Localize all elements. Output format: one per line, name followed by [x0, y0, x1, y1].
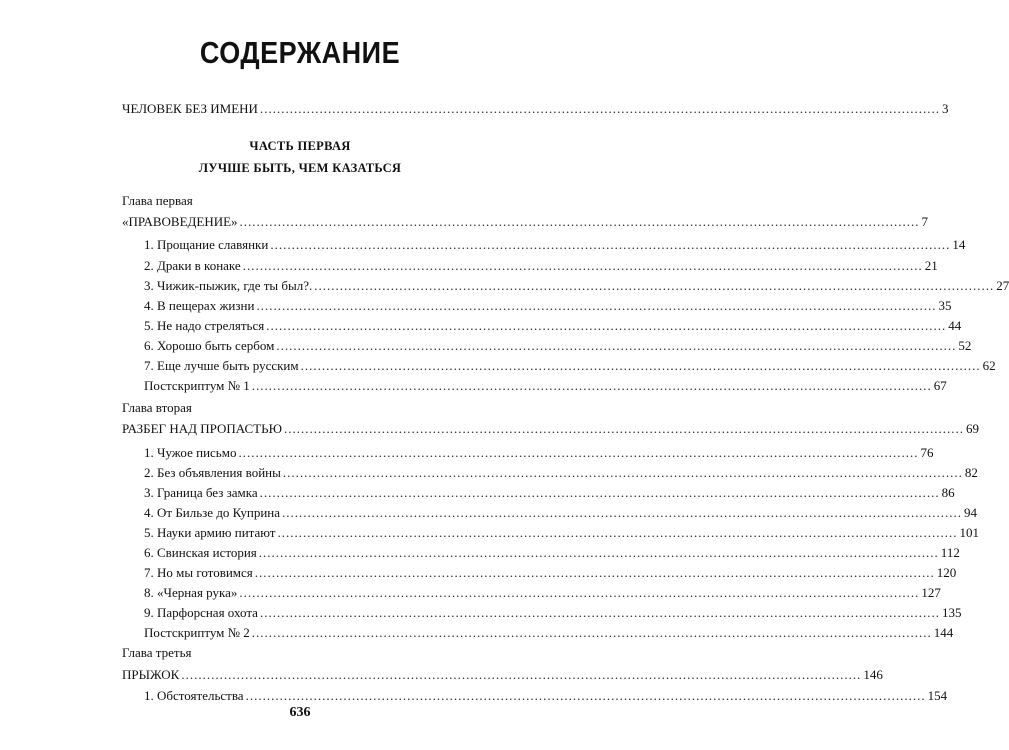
toc-entry-page: 86	[941, 485, 955, 500]
toc-entry-page: 69	[965, 421, 979, 436]
leader-dots: ................................................................................................................................................................	[276, 338, 957, 353]
toc-entry-label: 3. Чижик-пыжик, где ты был?.	[144, 278, 313, 293]
toc-entry-label: «ПРАВОВЕДЕНИЕ»	[122, 214, 238, 229]
chapter-label: Глава первая	[122, 193, 193, 208]
leader-dots: ................................................................................................................................................................	[245, 688, 926, 703]
page-number: 636	[289, 705, 311, 720]
toc-entry-page: 7	[921, 214, 929, 229]
toc-entry-label: 5. Не надо стреляться	[144, 318, 265, 333]
toc-entry-label: 2. Без объявления войны	[144, 465, 281, 480]
leader-dots: ................................................................................................................................................................	[256, 298, 937, 313]
toc-entry-page: 144	[933, 625, 954, 640]
leader-dots: ................................................................................................................................................................	[282, 505, 963, 520]
toc-entry-label: 7. Но мы готовимся	[144, 565, 253, 580]
part-heading: ЧАСТЬ ПЕРВАЯ	[249, 139, 351, 153]
toc-entry-label: 1. Прощание славянки	[144, 237, 269, 252]
toc-entry-label: РАЗБЕГ НАД ПРОПАСТЬЮ	[122, 421, 282, 436]
toc-entry-label: Постскриптум № 2	[144, 625, 250, 640]
toc-section-entry	[144, 278, 1009, 294]
toc-entry-intro	[122, 101, 949, 117]
toc-entry-page: 154	[927, 688, 948, 703]
leader-dots: ................................................................................................................................................................	[259, 101, 940, 116]
toc-entry-page: 52	[958, 338, 972, 353]
toc-section-entry	[144, 445, 934, 461]
toc-entry-page: 146	[863, 667, 883, 682]
leader-dots: ................................................................................................................................................................	[242, 258, 923, 273]
toc-chapter-entry	[122, 214, 929, 230]
leader-dots: ................................................................................................................................................................	[239, 585, 920, 600]
toc-entry-label: 4. От Бильзе до Куприна	[144, 505, 281, 520]
toc-entry-label: 9. Парфорсная охота	[144, 605, 258, 620]
toc-section-entry	[144, 338, 972, 354]
toc-entry-page: 27	[996, 278, 1009, 293]
chapter-label: Глава вторая	[122, 400, 192, 415]
chapter-label: Глава третья	[122, 645, 192, 660]
toc-entry-page: 21	[924, 258, 938, 273]
toc-section-entry	[144, 237, 966, 253]
toc-section-entry	[144, 258, 938, 274]
toc-section-entry	[144, 298, 952, 314]
leader-dots: ................................................................................................................................................................	[266, 318, 947, 333]
toc-entry-page: 44	[948, 318, 962, 333]
toc-section-entry	[144, 585, 941, 601]
toc-section-entry	[144, 318, 962, 334]
toc-entry-label: 3. Граница без замка	[144, 485, 258, 500]
toc-entry-page: 135	[941, 605, 962, 620]
toc-section-entry	[144, 605, 962, 621]
leader-dots: ................................................................................................................................................................	[254, 565, 935, 580]
leader-dots: ................................................................................................................................................................	[282, 465, 963, 480]
toc-entry-page: 127	[921, 585, 941, 600]
toc-section-entry	[144, 358, 996, 374]
toc-entry-label: 2. Драки в конаке	[144, 258, 241, 273]
toc-entry-page: 94	[964, 505, 978, 520]
toc-chapter-entry	[122, 421, 979, 437]
toc-entry-page: 82	[964, 465, 978, 480]
toc-entry-page: 3	[941, 101, 949, 116]
toc-section-entry	[144, 525, 979, 541]
toc-entry-page: 35	[938, 298, 952, 313]
toc-entry-label: 7. Еще лучше быть русским	[144, 358, 299, 373]
toc-entry-label: 8. «Черная рука»	[144, 585, 238, 600]
toc-entry-page: 101	[959, 525, 979, 540]
toc-section-entry	[144, 378, 947, 394]
toc-section-entry	[144, 565, 957, 581]
leader-dots: ................................................................................................................................................................	[259, 485, 940, 500]
toc-entry-label: 1. Чужое письмо	[144, 445, 237, 460]
toc-chapter-entry	[122, 667, 883, 683]
leader-dots: ................................................................................................................................................................	[251, 378, 932, 393]
toc-entry-page: 67	[933, 378, 947, 393]
toc-entry-page: 120	[936, 565, 957, 580]
leader-dots: ................................................................................................................................................................	[181, 667, 862, 682]
leader-dots: ................................................................................................................................................................	[259, 605, 940, 620]
leader-dots: ................................................................................................................................................................	[258, 545, 939, 560]
toc-section-entry	[144, 688, 948, 704]
toc-entry-page: 14	[952, 237, 966, 252]
toc-section-entry	[144, 625, 954, 641]
toc-entry-label: ЧЕЛОВЕК БЕЗ ИМЕНИ	[122, 101, 258, 116]
toc-entry-label: 4. В пещерах жизни	[144, 298, 255, 313]
toc-entry-page: 76	[920, 445, 934, 460]
toc-entry-label: 1. Обстоятельства	[144, 688, 244, 703]
toc-section-entry	[144, 505, 978, 521]
toc-entry-page: 112	[940, 545, 960, 560]
toc-entry-label: ПРЫЖОК	[122, 667, 180, 682]
leader-dots: ................................................................................................................................................................	[251, 625, 932, 640]
leader-dots: ................................................................................................................................................................	[239, 214, 920, 229]
leader-dots: ................................................................................................................................................................	[238, 445, 919, 460]
leader-dots: ................................................................................................................................................................	[277, 525, 958, 540]
toc-entry-label: 6. Хорошо быть сербом	[144, 338, 275, 353]
toc-entry-label: 5. Науки армию питают	[144, 525, 276, 540]
leader-dots: ................................................................................................................................................................	[283, 421, 964, 436]
page-title: СОДЕРЖАНИЕ	[199, 36, 401, 70]
toc-entry-page: 62	[982, 358, 996, 373]
leader-dots: ................................................................................................................................................................	[300, 358, 981, 373]
toc-section-entry	[144, 465, 978, 481]
part-subtitle: ЛУЧШЕ БЫТЬ, ЧЕМ КАЗАТЬСЯ	[198, 161, 402, 175]
toc-section-entry	[144, 545, 960, 561]
leader-dots: ................................................................................................................................................................	[270, 237, 951, 252]
toc-entry-label: 6. Свинская история	[144, 545, 257, 560]
toc-section-entry	[144, 485, 955, 501]
toc-entry-label: Постскриптум № 1	[144, 378, 250, 393]
leader-dots: ................................................................................................................................................................	[314, 278, 995, 293]
